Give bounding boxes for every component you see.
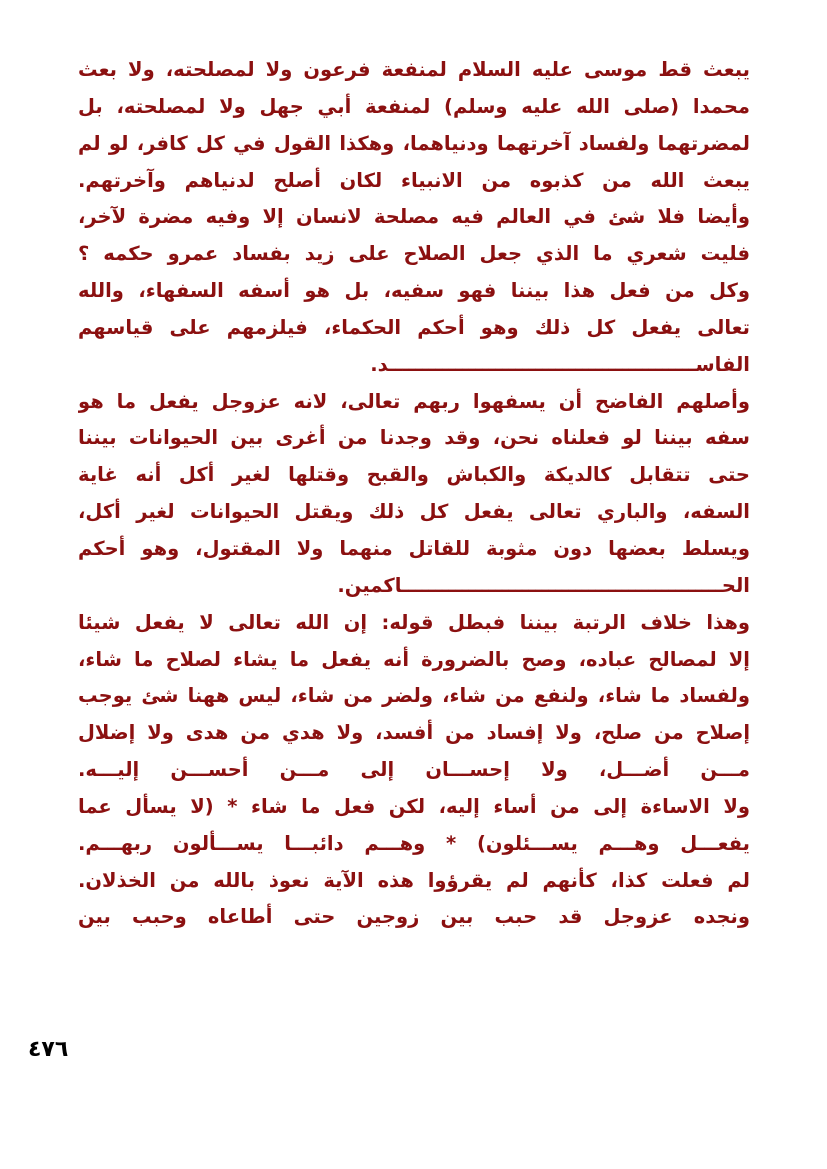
page-number: ٤٧٦	[28, 1037, 69, 1062]
text-line: محمدا (صلى الله عليه وسلم) لمنفعة أبي جهل ولا لمصلحته، بل	[78, 94, 750, 118]
text-line: سفه بيننا لو فعلناه نحن، وقد وجدنا من أغرى بين الحيوانات بيننا	[78, 426, 750, 450]
text-line: ولا الاساءة إلى من أساء إليه، لكن فعل ما شاء * (لا يسأل عما	[78, 794, 750, 818]
text-line: فليت شعري ما الذي جعل الصلاح على زيد بفساد عمرو حكمه ؟	[78, 242, 750, 266]
text-line: وكل من فعل هذا بيننا فهو سفيه، بل هو أسفه السفهاء، والله	[78, 279, 750, 303]
text-line: ويسلط بعضها دون مثوبة للقاتل منهما ولا المقتول، وهو أحكم	[78, 536, 750, 560]
text-line: الحــــــــــــــــــــــــــــــــــــــــــــــــاكمين.	[337, 573, 750, 597]
text-line: مـــن أضـــل، ولا إحســـان إلى مـــن أحســـن إليـــه.	[78, 758, 750, 782]
text-line: وهذا خلاف الرتبة بيننا فبطل قوله: إن الله تعالى لا يفعل شيئا	[78, 610, 750, 634]
text-line: حتى تتقابل كالديكة والكباش والقبح وقتلها لغير أكل أنه غاية	[78, 463, 750, 487]
text-line: يفعـــل وهـــم يســـئلون) * وهـــم دائبـــا يســـألون ربهـــم.	[78, 831, 750, 855]
text-line: إصلاح من صلح، ولا إفساد من أفسد، ولا هدي من هدى ولا إضلال	[78, 721, 750, 745]
text-line: وأصلهم الفاضح أن يسفهوا ربهم تعالى، لانه عزوجل يفعل ما هو	[78, 389, 750, 413]
text-line: يبعث الله من كذبوه من الانبياء لكان أصلح لدنياهم وآخرتهم.	[78, 168, 750, 192]
body-text	[78, 52, 750, 936]
text-line: ولفساد ما شاء، ولنفع من شاء، ولضر من شاء، ليس ههنا شئ يوجب	[78, 684, 750, 708]
text-line: ونجده عزوجل قد حبب بين زوجين حتى أطاعاه وحبب بين	[78, 905, 750, 929]
text-line: لمضرتهما ولفساد آخرتهما ودنياهما، وهكذا القول في كل كافر، لو لم	[78, 131, 750, 155]
text-line: إلا لمصالح عباده، وصح بالضرورة أنه يفعل ما يشاء لصلاح ما شاء،	[78, 647, 750, 671]
text-line: تعالى يفعل كل ذلك وهو أحكم الحكماء، فيلزمهم على قياسهم	[78, 315, 750, 339]
text-line: وأيضا فلا شئ في العالم فيه مصلحة لانسان إلا وفيه مضرة لآخر،	[78, 205, 750, 229]
text-line: الفاســــــــــــــــــــــــــــــــــــــــــــــد.	[370, 352, 750, 376]
text-line: السفه، والباري تعالى يفعل كل ذلك ويقتل الحيوانات لغير أكل،	[78, 500, 750, 524]
text-line: لم فعلت كذا، كأنهم لم يقرؤوا هذه الآية نعوذ بالله من الخذلان.	[78, 868, 750, 892]
text-line: يبعث قط موسى عليه السلام لمنفعة فرعون ولا لمصلحته، ولا بعث	[78, 58, 750, 81]
